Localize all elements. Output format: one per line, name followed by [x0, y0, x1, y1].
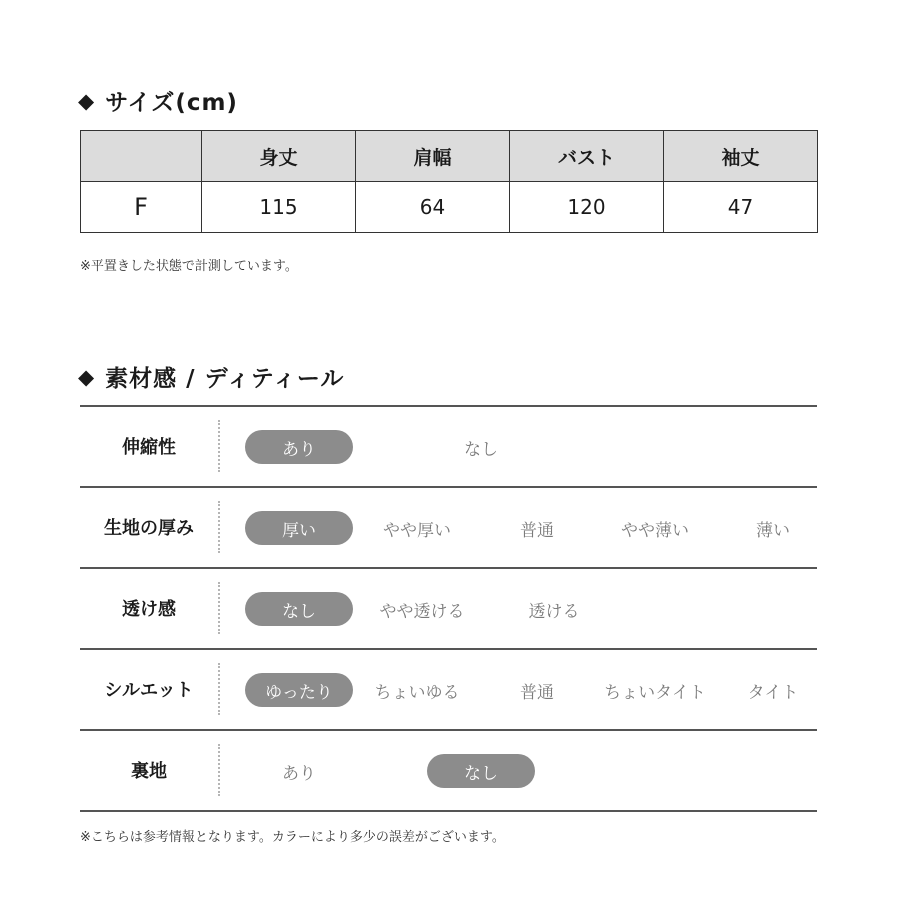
dotted-separator [218, 663, 220, 715]
option-label: 透ける [528, 601, 580, 622]
size-value-cell: 64 [356, 182, 510, 233]
selected-option-pill: 厚い [245, 511, 353, 545]
material-row-label: シルエット [104, 680, 194, 701]
diamond-icon: ◆ [78, 88, 96, 113]
dotted-separator [218, 420, 220, 472]
dotted-separator [218, 501, 220, 553]
size-header-cell: バスト [510, 131, 664, 182]
material-row [80, 568, 817, 648]
option-label: やや薄い [621, 520, 689, 541]
size-title-text: サイズ(cm) [105, 90, 238, 116]
size-table-corner [81, 131, 202, 182]
size-value-cell: 47 [664, 182, 818, 233]
option-label: あり [282, 763, 316, 784]
dotted-separator [218, 744, 220, 796]
material-row [80, 406, 817, 486]
size-row-label: F [81, 182, 202, 233]
size-table [80, 130, 818, 233]
option-label: 普通 [520, 682, 554, 703]
material-row-label: 伸縮性 [122, 437, 176, 458]
selected-option-pill: なし [427, 754, 535, 788]
material-row [80, 649, 817, 729]
diamond-icon: ◆ [78, 364, 96, 389]
option-label: 薄い [756, 520, 790, 541]
size-section-title [78, 84, 238, 117]
size-value-cell: 120 [510, 182, 664, 233]
material-section-title [78, 360, 344, 393]
size-note: ※平置きした状態で計測しています。 [80, 259, 298, 274]
material-row-divider [80, 810, 817, 812]
material-title-text: 素材感 / ディティール [105, 366, 345, 392]
material-row [80, 487, 817, 567]
option-label: やや厚い [383, 520, 451, 541]
selected-option-pill: あり [245, 430, 353, 464]
option-label: やや透ける [379, 601, 465, 622]
selected-option-pill: ゆったり [245, 673, 353, 707]
size-value-cell: 115 [202, 182, 356, 233]
size-table-row [81, 182, 818, 233]
dotted-separator [218, 582, 220, 634]
option-label: なし [464, 439, 498, 460]
size-header-cell: 肩幅 [356, 131, 510, 182]
option-label: ちょいゆる [374, 682, 460, 703]
material-row-label: 透け感 [122, 599, 176, 620]
size-header-cell: 袖丈 [664, 131, 818, 182]
option-label: ちょいタイト [604, 682, 706, 703]
material-row [80, 730, 817, 810]
material-row-label: 生地の厚み [104, 518, 194, 539]
material-row-label: 裏地 [131, 761, 167, 782]
option-label: 普通 [520, 520, 554, 541]
size-header-cell: 身丈 [202, 131, 356, 182]
selected-option-pill: なし [245, 592, 353, 626]
option-label: タイト [747, 682, 799, 703]
size-table-header-row [81, 131, 818, 182]
material-note: ※こちらは参考情報となります。カラーにより多少の誤差がございます。 [80, 830, 505, 845]
